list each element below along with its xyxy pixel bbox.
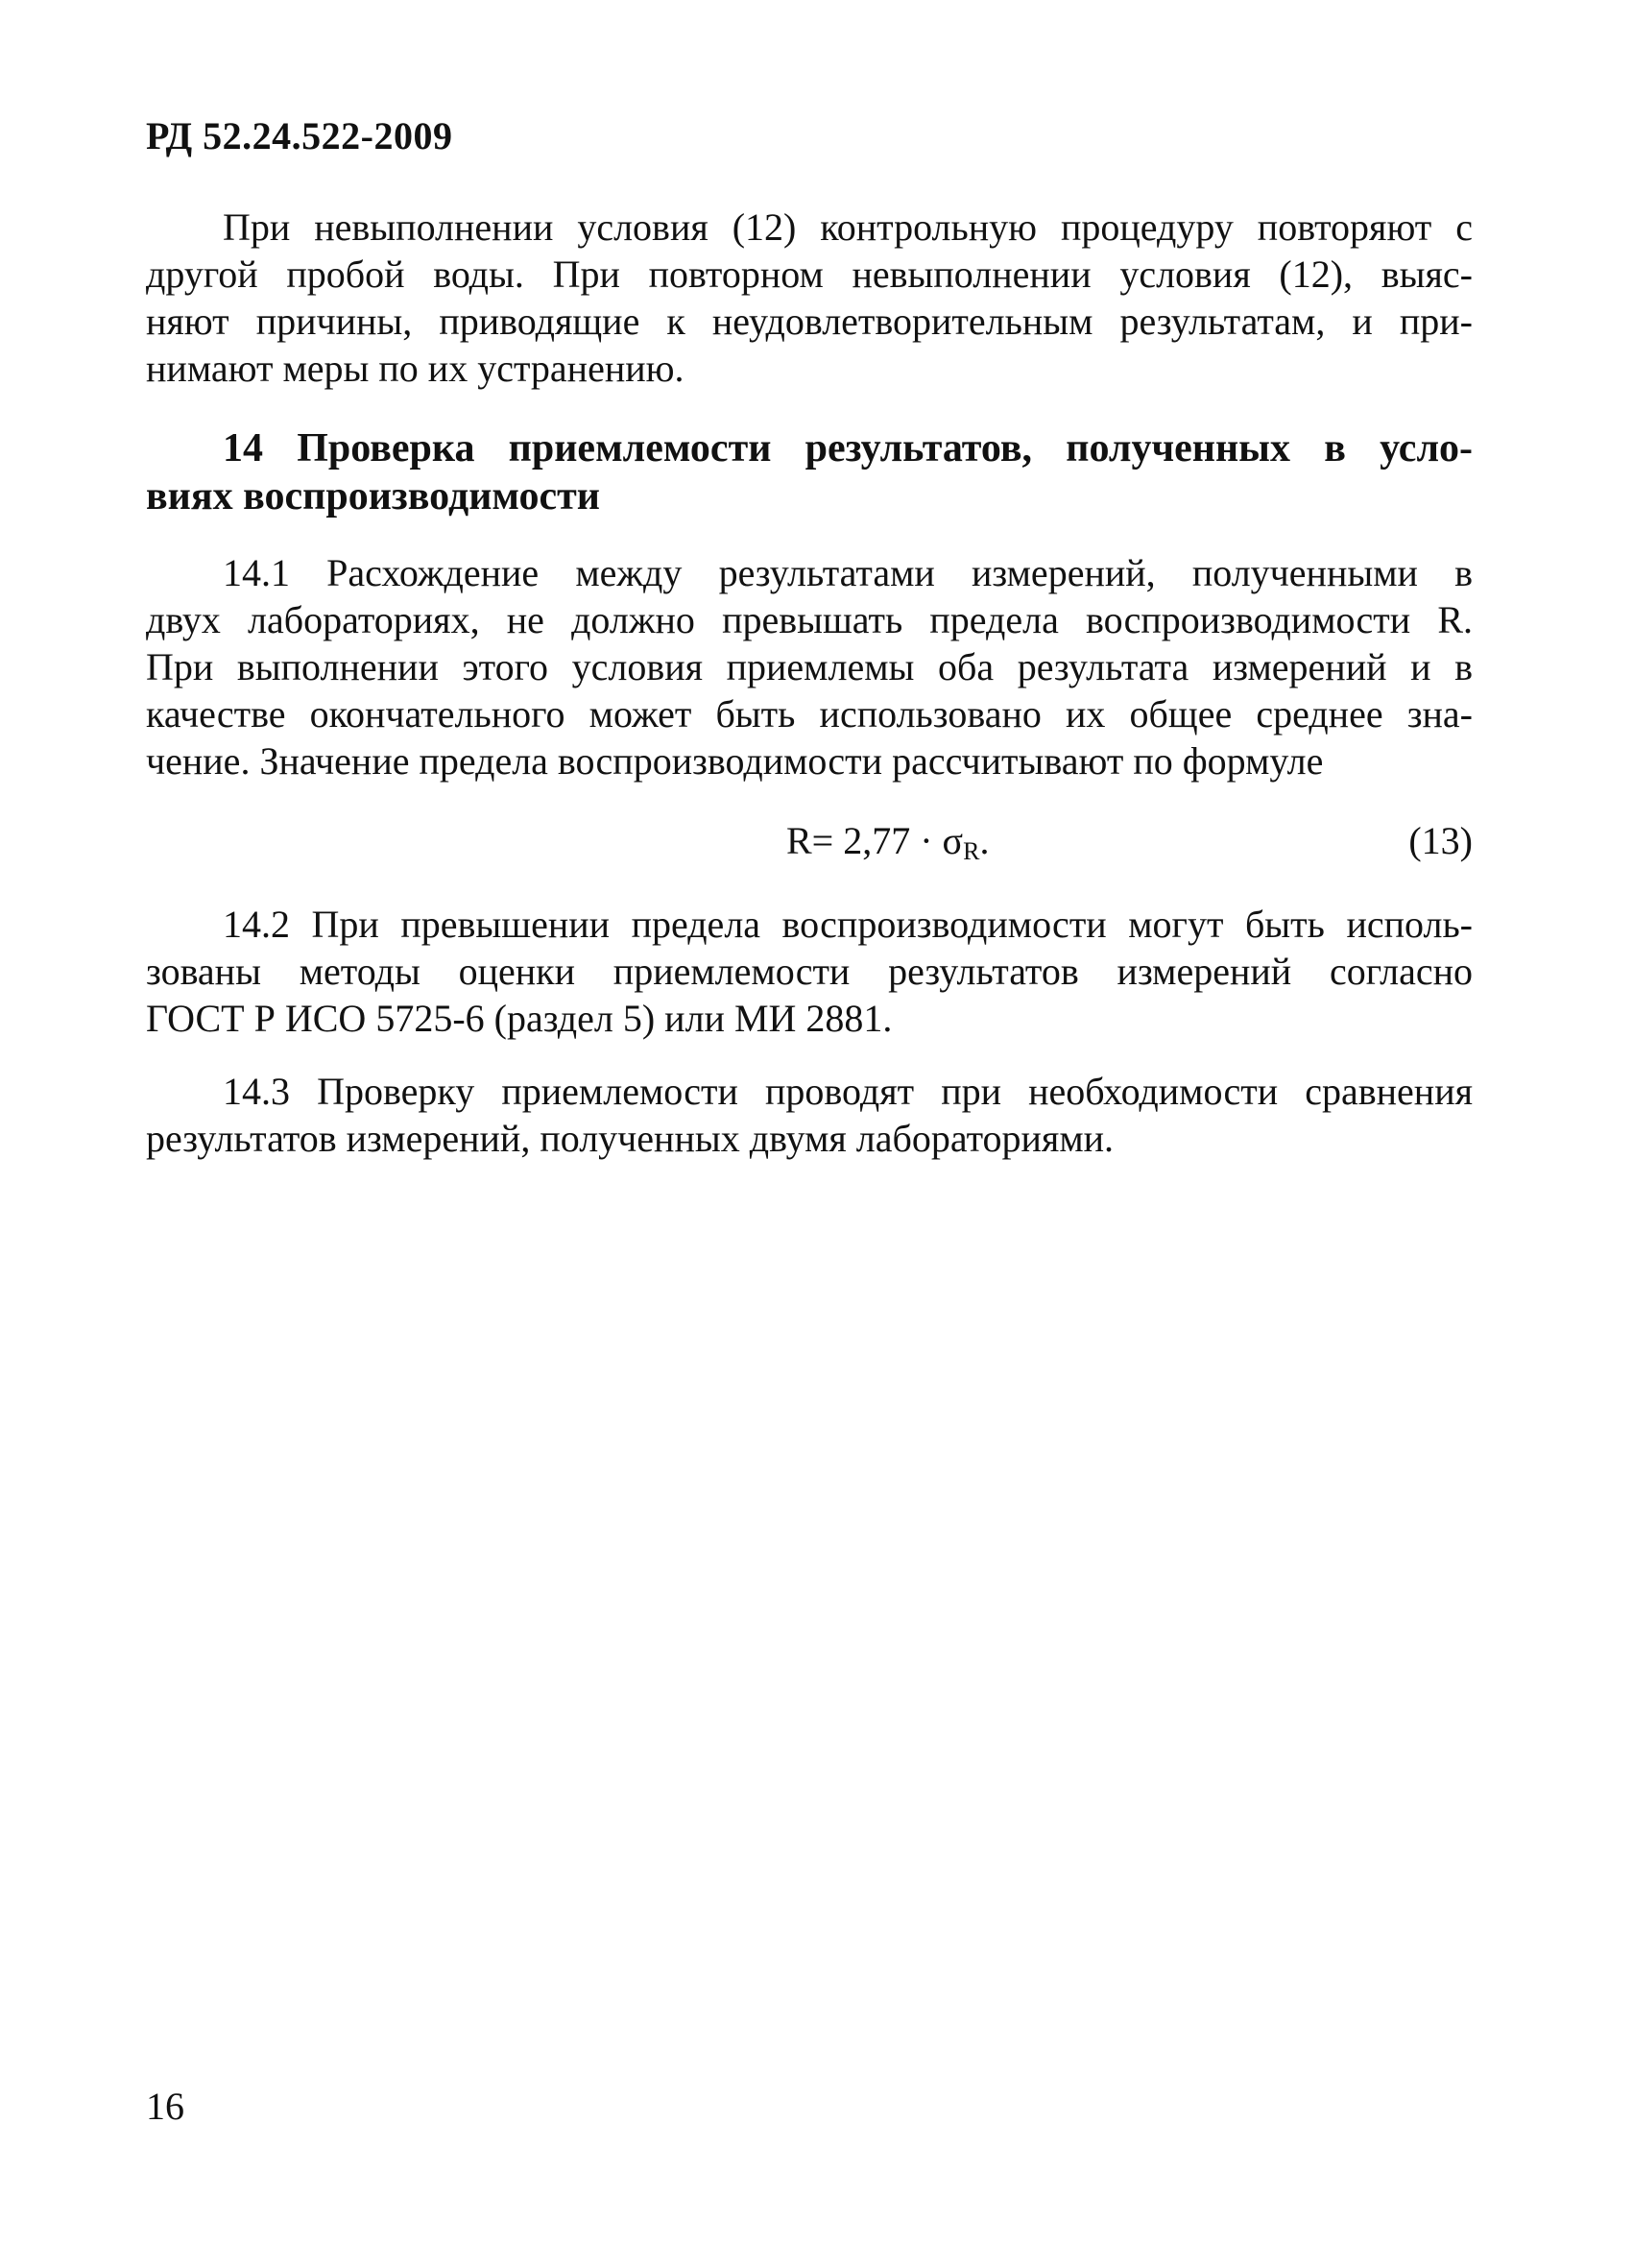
paragraph-line: При невыполнении условия (12) контрольную процедуру повторяют с — [223, 205, 1473, 249]
formula-subscript: R — [963, 837, 980, 865]
paragraph-line: другой пробой воды. При повторном невыполнении условия (12), выяс- — [146, 253, 1473, 296]
paragraph-line: чение. Значение предела воспроизводимости рассчитывают по формуле — [146, 739, 1324, 783]
paragraph-14-3 — [146, 1068, 1473, 1162]
formula-13 — [146, 818, 1473, 868]
formula-period: . — [979, 819, 990, 862]
paragraph-line: ГОСТ Р ИСО 5725-6 (раздел 5) или МИ 2881. — [146, 997, 893, 1040]
document-code: РД 52.24.522-2009 — [146, 114, 453, 157]
formula-number: (13) — [1408, 819, 1473, 862]
paragraph-line: двух лабораториях, не должно превышать предела воспроизводимости R. — [146, 598, 1473, 641]
formula-main: R= 2,77 · σ — [786, 819, 964, 862]
heading-line: 14 Проверка приемлемости результатов, полученных в усло- — [223, 426, 1473, 470]
paragraph-line: 14.3 Проверку приемлемости проводят при необходимости сравнения — [223, 1070, 1473, 1113]
paragraph-line: 14.2 При превышении предела воспроизводимости могут быть исполь- — [223, 903, 1473, 946]
paragraph-14-1 — [146, 549, 1473, 784]
paragraph-line: качестве окончательного может быть использовано их общее среднее зна- — [146, 692, 1473, 736]
formula-expression — [786, 818, 989, 866]
intro-paragraph — [146, 204, 1473, 392]
page-number: 16 — [146, 2085, 184, 2128]
paragraph-line: няют причины, приводящие к неудовлетворительным результатам, и при- — [146, 300, 1473, 343]
heading-line: виях воспроизводимости — [146, 474, 600, 519]
section-heading — [146, 424, 1473, 520]
paragraph-line: зованы методы оценки приемлемости результатов измерений согласно — [146, 950, 1473, 993]
paragraph-14-2 — [146, 901, 1473, 1042]
paragraph-line: При выполнении этого условия приемлемы оба результата измерений и в — [146, 645, 1473, 688]
paragraph-line: нимают меры по их устранению. — [146, 347, 684, 390]
paragraph-line: 14.1 Расхождение между результатами измерений, полученными в — [223, 551, 1473, 594]
paragraph-line: результатов измерений, полученных двумя лабораториями. — [146, 1117, 1115, 1160]
